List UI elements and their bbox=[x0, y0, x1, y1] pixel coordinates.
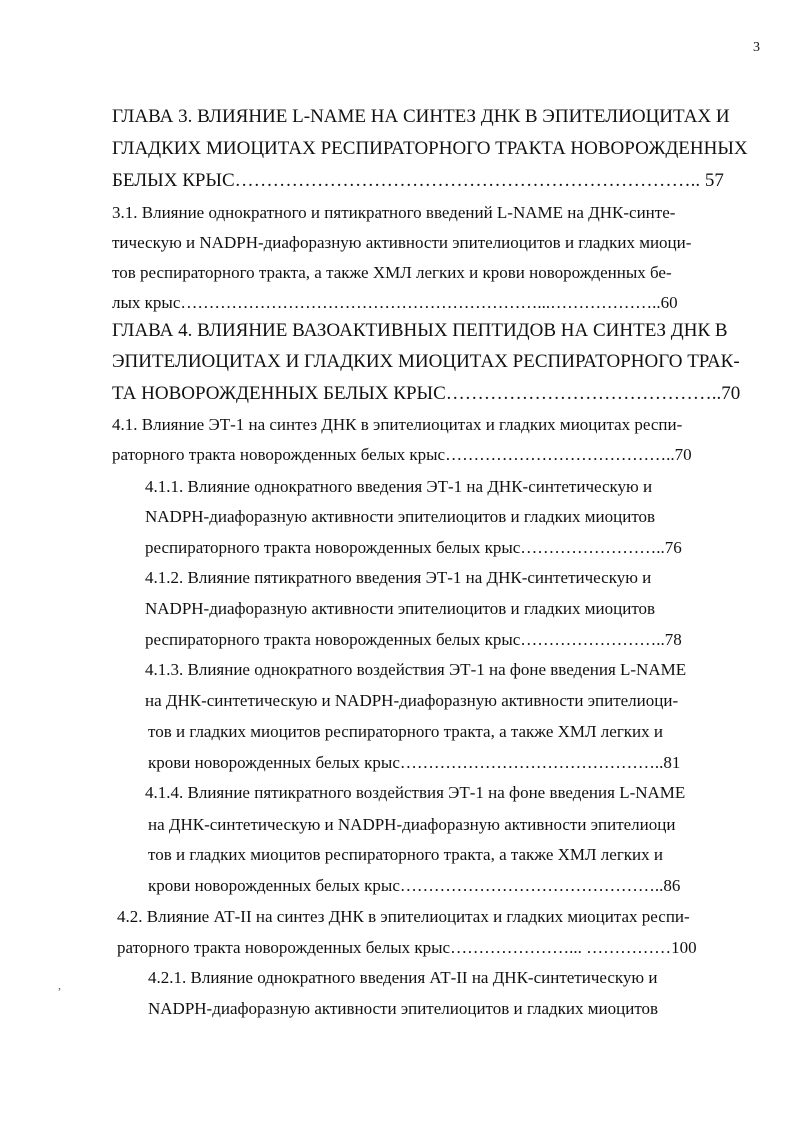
toc-line: NADPH-диафоразную активности эпителиоцитов и гладких миоцитов bbox=[148, 999, 659, 1018]
toc-line: тическую и NADPH-диафоразную активности эпителиоцитов и гладких миоци- bbox=[112, 233, 692, 252]
toc-line: 4.1. Влияние ЭТ-1 на синтез ДНК в эпителиоцитах и гладких миоцитах респи- bbox=[112, 415, 683, 434]
toc-line: раторного тракта новорожденных белых крыс…………………... ……………100 bbox=[117, 938, 697, 957]
toc-line: NADPH-диафоразную активности эпителиоцитов и гладких миоцитов bbox=[145, 599, 656, 618]
toc-line: ГЛАВА 3. ВЛИЯНИЕ L-NAME НА СИНТЕЗ ДНК В ЭПИТЕЛИОЦИТАХ И bbox=[112, 106, 730, 127]
toc-line: 4.2. Влияние АТ-II на синтез ДНК в эпителиоцитах и гладких миоцитах респи- bbox=[117, 907, 690, 926]
toc-line: крови новорожденных белых крыс………………………………………..81 bbox=[148, 753, 681, 772]
toc-line: 4.1.1. Влияние однократного введения ЭТ-1 на ДНК-синтетическую и bbox=[145, 477, 653, 496]
toc-line: тов и гладких миоцитов респираторного тракта, а также ХМЛ легких и bbox=[148, 845, 664, 864]
toc-line: раторного тракта новорожденных белых крыс…………………………………..70 bbox=[112, 445, 692, 464]
stray-mark: , bbox=[58, 978, 61, 992]
toc-line: ГЛАВА 4. ВЛИЯНИЕ ВАЗОАКТИВНЫХ ПЕПТИДОВ НА СИНТЕЗ ДНК В bbox=[112, 320, 728, 341]
toc-line: крови новорожденных белых крыс………………………………………..86 bbox=[148, 876, 681, 895]
toc-line: респираторного тракта новорожденных белых крыс……………………..78 bbox=[145, 630, 682, 649]
toc-line: ГЛАДКИХ МИОЦИТАХ РЕСПИРАТОРНОГО ТРАКТА НОВОРОЖДЕННЫХ bbox=[112, 138, 748, 159]
toc-line: респираторного тракта новорожденных белых крыс……………………..76 bbox=[145, 538, 682, 557]
toc-line: 4.2.1. Влияние однократного введения АТ-II на ДНК-синтетическую и bbox=[148, 968, 658, 987]
toc-line: тов и гладких миоцитов респираторного тракта, а также ХМЛ легких и bbox=[148, 722, 664, 741]
page-number: 3 bbox=[753, 40, 760, 55]
toc-line: ТА НОВОРОЖДЕННЫХ БЕЛЫХ КРЫС……………………………………..70 bbox=[112, 383, 741, 404]
toc-line: 4.1.4. Влияние пятикратного воздействия ЭТ-1 на фоне введения L-NAME bbox=[145, 783, 686, 802]
toc-line: ЭПИТЕЛИОЦИТАХ И ГЛАДКИХ МИОЦИТАХ РЕСПИРАТОРНОГО ТРАК- bbox=[112, 351, 740, 372]
toc-line: лых крыс………………………………………………………...………………..60 bbox=[112, 293, 678, 312]
toc-line: БЕЛЫХ КРЫС……………………………………………………………….. 57 bbox=[112, 170, 724, 191]
toc-line: 4.1.3. Влияние однократного воздействия ЭТ-1 на фоне введения L-NAME bbox=[145, 660, 687, 679]
toc-line: на ДНК-синтетическую и NADPH-диафоразную активности эпителиоци- bbox=[145, 691, 679, 710]
toc-line: 4.1.2. Влияние пятикратного введения ЭТ-1 на ДНК-синтетическую и bbox=[145, 568, 652, 587]
toc-line: тов респираторного тракта, а также ХМЛ легких и крови новорожденных бе- bbox=[112, 263, 672, 282]
toc-line: NADPH-диафоразную активности эпителиоцитов и гладких миоцитов bbox=[145, 507, 656, 526]
toc-line: 3.1. Влияние однократного и пятикратного введений L-NAME на ДНК-синте- bbox=[112, 203, 676, 222]
toc-line: на ДНК-синтетическую и NADPH-диафоразную активности эпителиоци bbox=[148, 815, 676, 834]
